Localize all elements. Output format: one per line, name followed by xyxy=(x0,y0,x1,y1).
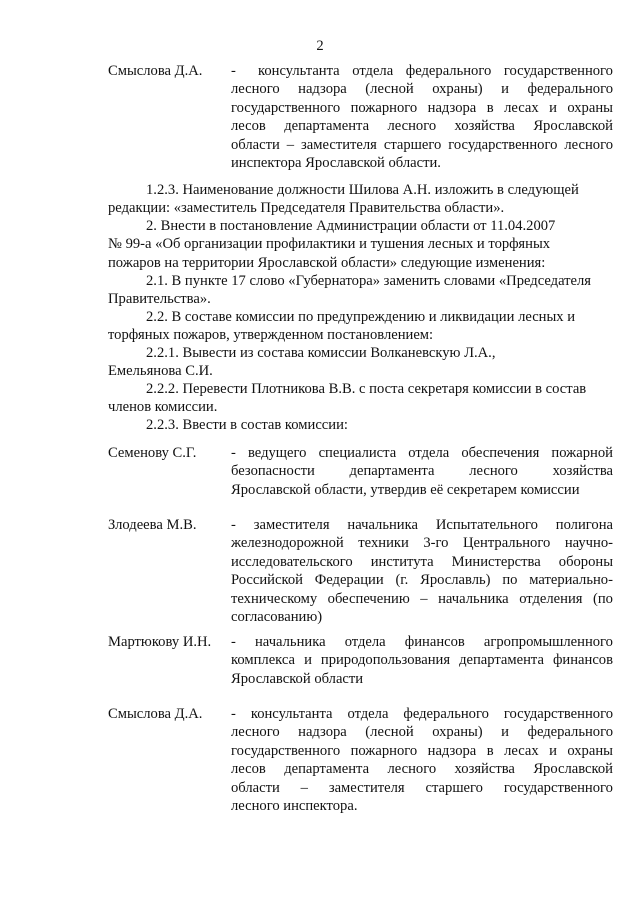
member-line: лесного инспектора. xyxy=(231,798,358,815)
member-entry xyxy=(108,516,613,626)
top-entry-line: инспектора Ярославской области. xyxy=(231,155,441,172)
member-line: безопасности департамента лесного хозяйства xyxy=(231,463,613,480)
paragraph-2-2-2 xyxy=(108,380,613,417)
paragraph-line: 2.2.2. Перевести Плотникова В.В. с поста секретаря комиссии в состав xyxy=(146,381,587,397)
member-line: лесного надзора (лесной охраны) и федерального xyxy=(231,724,613,741)
member-line: комплекса и природопользования департамента финансов xyxy=(231,652,613,669)
top-entry-line: области – заместителя старшего государственного лесного xyxy=(231,136,613,153)
top-entry-line: лесного надзора (лесной охраны) и федерального xyxy=(231,81,613,98)
page-number: 2 xyxy=(316,38,324,54)
paragraph-line: торфяных пожаров, утвержденном постановлением: xyxy=(108,327,434,344)
paragraph-line: редакции: «заместитель Председателя Правительства области». xyxy=(108,200,505,217)
top-entry-description xyxy=(231,62,613,172)
member-entry xyxy=(108,633,613,688)
member-name: Смыслова Д.А. xyxy=(108,706,203,722)
paragraph-2-2 xyxy=(108,308,613,345)
member-line: - заместителя начальника Испытательного полигона xyxy=(231,517,613,533)
paragraph-line: 1.2.3. Наименование должности Шилова А.Н. изложить в следующей xyxy=(146,182,579,198)
paragraph-line: 2.1. В пункте 17 слово «Губернатора» заменить словами «Председателя xyxy=(146,273,592,289)
top-entry-line: лесов департамента лесного хозяйства Ярославской xyxy=(231,118,613,135)
member-description xyxy=(231,633,613,688)
paragraph-line: членов комиссии. xyxy=(108,399,218,416)
member-line: Ярославской области, утвердив её секретарем комиссии xyxy=(231,481,580,498)
member-line: согласованию) xyxy=(231,609,323,626)
member-line: исследовательского института Министерства обороны xyxy=(231,553,613,570)
paragraph-line: Правительства». xyxy=(108,291,211,308)
member-entry xyxy=(108,705,613,815)
member-line: государственного пожарного надзора в лесах и охраны xyxy=(231,742,613,759)
member-name: Семенову С.Г. xyxy=(108,445,197,461)
top-entry-line: консультанта отдела федерального государственного xyxy=(258,63,613,79)
member-description xyxy=(231,516,613,626)
member-name: Мартюкову И.Н. xyxy=(108,634,212,650)
paragraph-2-1 xyxy=(108,272,613,309)
top-entry-name: Смыслова Д.А. xyxy=(108,63,203,79)
top-entry-dash: - xyxy=(231,63,236,79)
paragraph-line: Емельянова С.И. xyxy=(108,363,213,380)
paragraph-2 xyxy=(108,217,613,272)
paragraph-2-2-1 xyxy=(108,344,613,381)
member-line: области – заместителя старшего государственного xyxy=(231,779,613,796)
paragraph-line: пожаров на территории Ярославской области» следующие изменения: xyxy=(108,254,546,271)
member-name: Злодеева М.В. xyxy=(108,517,197,533)
member-line: - консультанта отдела федерального государственного xyxy=(231,706,613,722)
member-description xyxy=(231,444,613,499)
paragraph-line: 2.2.3. Ввести в состав комиссии: xyxy=(146,417,348,433)
member-line: Ярославской области xyxy=(231,670,364,687)
paragraph-line: 2.2. В составе комиссии по предупреждению и ликвидации лесных и xyxy=(146,309,576,325)
paragraph-2-2-3 xyxy=(108,416,613,434)
member-description xyxy=(231,705,613,815)
top-entry xyxy=(108,62,613,172)
member-entry xyxy=(108,444,613,499)
member-line: - начальника отдела финансов агропромышленного xyxy=(231,634,613,650)
paragraph-line: № 99-а «Об организации профилактики и тушения лесных и торфяных xyxy=(108,236,551,253)
member-line: Российской Федерации (г. Ярославль) по материально- xyxy=(231,572,613,589)
member-line: лесов департамента лесного хозяйства Ярославской xyxy=(231,761,613,778)
top-entry-line: государственного пожарного надзора в лесах и охраны xyxy=(231,99,613,116)
member-line: техническому обеспечению – начальника отделения (по xyxy=(231,590,613,607)
paragraph-line: 2. Внести в постановление Администрации области от 11.04.2007 xyxy=(146,218,556,234)
member-line: железнодорожной техники 3-го Центрального научно- xyxy=(231,535,613,552)
paragraph-1-2-3 xyxy=(108,181,613,218)
paragraph-line: 2.2.1. Вывести из состава комиссии Волканевскую Л.А., xyxy=(146,345,496,361)
member-line: - ведущего специалиста отдела обеспечения пожарной xyxy=(231,445,613,461)
